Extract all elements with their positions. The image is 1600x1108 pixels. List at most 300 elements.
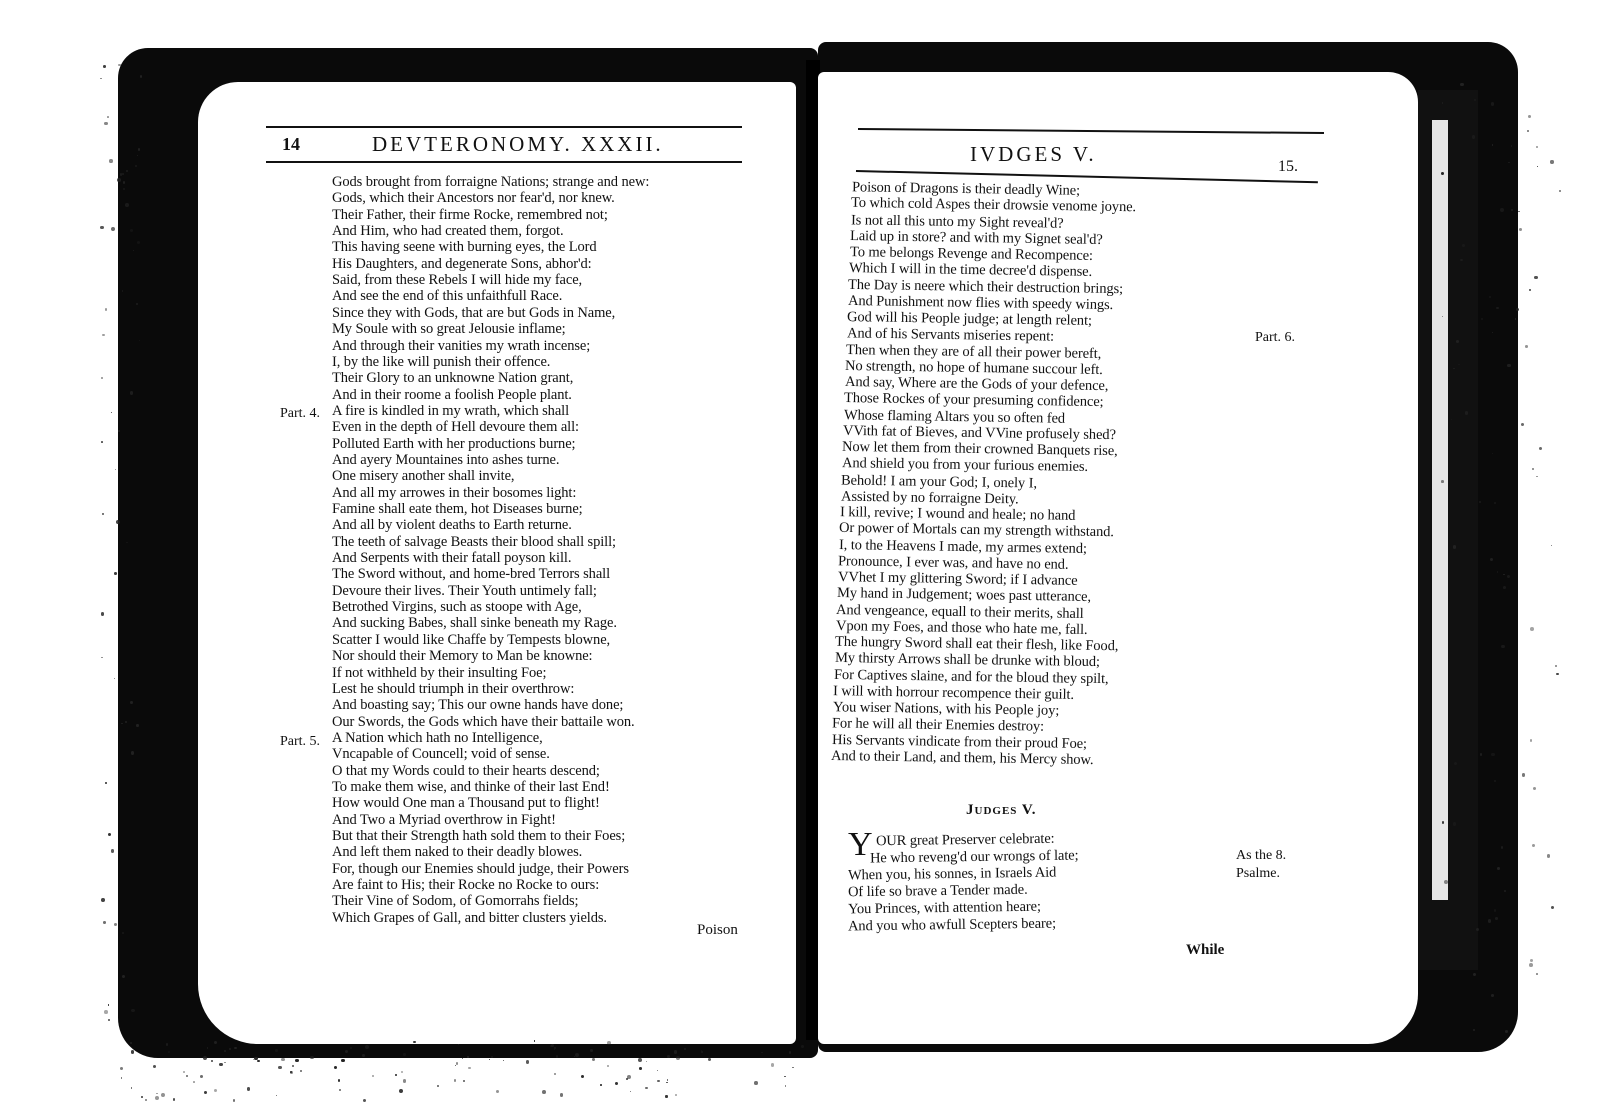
scan-speck [204,1091,207,1094]
text-line: Gods brought from forraigne Nations; strange and new: [332,174,650,190]
left-running-head: DEVTERONOMY. XXXII. [372,132,664,156]
text-line: If not withheld by their insulting Foe; [332,664,547,681]
scan-speck [105,782,107,784]
scan-speck [1495,917,1498,920]
text-line: And Him, who had created them, forgot. [332,223,564,240]
scan-speck [754,1081,758,1085]
scan-speck [108,1004,110,1006]
text-line: No strength, no hope of humane succour left. [845,357,1104,378]
text-line: Since they with Gods, that are but Gods in Name, [332,304,616,321]
scan-speck [657,1080,659,1082]
scan-speck [403,1053,405,1055]
text-line: And Punishment now flies with speedy wings. [847,292,1114,313]
scan-speck [200,1075,203,1078]
scan-speck [399,1089,403,1093]
scan-speck [101,657,102,658]
scan-speck [1474,99,1476,101]
scan-speck [108,1019,110,1021]
scan-speck [1528,115,1531,118]
scan-speck [365,1045,369,1049]
scan-speck [136,724,138,726]
scan-speck [310,1056,314,1060]
scan-speck [456,1062,459,1065]
right-page-edge-highlight [1432,120,1448,900]
scan-speck [207,1047,209,1049]
scan-speck [276,1095,277,1096]
scan-speck [395,1074,397,1076]
text-line: Is not all this unto my Sight reveal'd? [850,211,1064,232]
text-line: Whose flaming Altars you so often fed [843,406,1065,427]
scan-speck [1534,276,1538,280]
text-line: His Servants vindicate from their proud Foe; [831,731,1087,752]
scan-speck [203,1056,207,1060]
scan-speck [155,1096,159,1100]
scan-speck [554,1049,555,1050]
scan-speck [467,1056,469,1058]
scan-speck [489,1059,490,1060]
scan-speck [645,1087,648,1090]
text-line: And all by violent deaths to Earth returne. [332,517,572,534]
scan-speck [363,1099,366,1102]
scan-speck [675,1094,677,1096]
scan-speck [1465,411,1468,414]
text-line: Scatter I would like Chaffe by Tempests blowne, [332,631,611,648]
scan-speck [1516,308,1519,311]
scan-speck [186,1075,188,1077]
scan-speck [630,1091,631,1092]
scan-speck [554,1073,556,1075]
scan-speck [1491,994,1494,997]
scan-speck [792,1067,794,1069]
scan-speck [247,1087,251,1091]
text-line: His Daughters, and degenerate Sons, abhor'd: [332,255,592,272]
scan-speck [104,122,107,125]
scan-speck [708,1058,711,1061]
scan-speck [1488,919,1491,922]
scan-speck [454,1079,457,1082]
scan-speck [101,898,105,902]
text-line: My hand in Judgement; woes past utterance, [836,585,1092,606]
scan-speck [1539,447,1542,450]
scan-speck [1508,162,1509,163]
text-line: To make them wise, and thinke of their last End! [332,778,610,795]
text-line: A fire is kindled in my wrath, which shall [332,402,570,419]
scan-speck [211,1060,214,1063]
scan-speck [639,1067,642,1070]
scan-speck [1501,645,1504,648]
scan-speck [1525,345,1528,348]
scan-speck [1529,289,1530,290]
scan-speck [1521,423,1524,426]
text-line: Devoure their lives. Their Youth untimely fall; [332,582,597,599]
scan-speck [771,1063,775,1067]
drop-cap: Y [848,826,873,863]
left-margin-note-part4: Part. 4. [280,406,321,421]
scan-speck [1480,753,1483,756]
scan-speck [130,701,133,704]
scan-speck [131,751,134,754]
left-head-rule-top [266,126,742,128]
scan-speck [131,1050,134,1053]
scan-speck [1492,144,1493,145]
text-line: To which cold Aspes their drowsie venome joyne. [851,195,1137,216]
scan-speck [233,1099,235,1101]
scan-speck [1490,558,1493,561]
scan-speck [496,1090,500,1094]
scan-speck [1441,172,1444,175]
scan-speck [581,1075,584,1078]
scan-speck [105,308,107,310]
text-line: Or power of Mortals can my strength withstand. [839,520,1115,541]
scan-speck [193,1081,195,1083]
scan-speck [1536,146,1538,148]
scan-speck [1551,906,1554,909]
scan-speck [338,1079,341,1082]
scan-speck [1494,502,1496,504]
text-line: Nor should their Memory to Man be knowne: [332,648,593,665]
scan-speck [600,1084,602,1086]
scan-speck [334,1066,337,1069]
scan-speck [1491,753,1494,756]
scan-speck [224,1062,226,1064]
scan-speck [676,1056,680,1060]
text-line: I will with horrour recompence their guilt. [833,682,1075,703]
scan-speck [468,1067,471,1070]
text-line: Which I will in the time decree'd dispense. [848,260,1093,281]
scan-speck [111,849,114,852]
scan-speck [1503,586,1506,589]
scan-speck [103,65,106,68]
scan-speck [1481,318,1483,320]
scan-speck [1494,909,1496,911]
scan-speck [607,1041,611,1045]
left-catchword: Poison [697,922,738,938]
scan-speck [281,1058,284,1061]
section-title: Judges V. [966,802,1037,818]
text-line: I, to the Heavens I made, my armes extend; [838,536,1087,557]
scan-speck [789,1051,791,1053]
scan-speck [560,1093,564,1097]
scan-speck [1507,364,1510,367]
text-line: Laid up in store? and with my Signet seal'd? [850,227,1104,248]
scan-speck [1494,780,1496,782]
text-line: And ayery Mountaines into ashes turne. [332,451,560,468]
text-line: The Day is neere which their destruction brings; [848,276,1124,297]
scan-speck [102,334,104,336]
scan-speck [275,1049,278,1052]
text-line: Pronounce, I ever was, and have no end. [838,552,1069,573]
text-line: Polluted Earth with her productions burne; [332,435,576,452]
right-margin-note-part6: Part. 6. [1255,330,1296,345]
scan-speck [1532,844,1535,847]
scan-speck [1453,545,1457,549]
text-line: Even in the depth of Hell devoure them all: [332,419,579,436]
text-line: And say, Where are the Gods of your defence, [844,373,1109,395]
scan-speck [278,1066,282,1070]
text-line: Are faint to His; their Rocke no Rocke to ours: [332,877,600,894]
scan-speck [1550,160,1553,163]
left-head-rule-bottom [266,161,742,163]
scan-speck [117,178,121,182]
scan-speck [300,1070,303,1073]
right-running-head: IVDGES V. [970,142,1097,166]
scan-speck [1536,973,1538,975]
text-line: Then when they are of all their power bereft, [845,341,1102,362]
scan-speck [1527,130,1529,132]
scan-speck [292,1065,294,1067]
scan-speck [1556,673,1558,675]
text-line: Which Grapes of Gall, and bitter clusters yields. [332,909,607,926]
scan-speck [674,1050,677,1053]
psalm-line: You Princes, with attention heare; [847,898,1041,918]
scan-speck [503,1060,504,1061]
text-line: Said, from these Rebels I will hide my face, [332,272,583,289]
scan-speck [1473,973,1476,976]
psalm-line: When you, his sonnes, in Israels Aid [847,864,1057,884]
scan-speck [224,1050,226,1052]
scan-speck [161,1093,165,1097]
scan-speck [131,1009,135,1013]
text-line: VVith fat of Bieves, and VVine profusely shed? [842,422,1116,443]
text-line: My Soule with so great Jelousie inflame; [332,321,566,338]
scan-speck [130,391,134,395]
scan-speck [1519,228,1522,231]
right-page-number: 15. [1278,158,1298,175]
text-line: VVhet I my glittering Sword; if I advance [837,569,1078,589]
text-line: The hungry Sword shall eat their flesh, like Food, [835,633,1119,655]
text-line: And to their Land, and them, his Mercy show. [830,747,1094,768]
scan-speck [1530,627,1534,631]
text-line: Gods, which their Ancestors nor fear'd, nor knew. [332,190,615,207]
scan-speck [1530,739,1533,742]
scan-speck [556,1055,558,1057]
scan-speck [667,1055,670,1058]
scan-speck [257,1060,260,1063]
scan-speck [214,1041,217,1044]
scan-speck [646,1061,647,1062]
scan-speck [1442,316,1443,317]
text-line: Now let them from their crowned Banquets rise, [842,438,1119,460]
text-line: For Captives slaine, and for the bloud they spilt, [833,666,1109,687]
scan-speck [131,1087,132,1088]
scan-speck [607,1065,609,1067]
text-line: A Nation which hath no Intelligence, [332,729,543,746]
text-line: This having seene with burning eyes, the Lord [332,239,597,256]
scan-speck [437,1085,438,1086]
scan-speck [126,542,127,543]
text-line: Our Swords, the Gods which have their battaile won. [332,713,635,730]
scan-speck [615,1082,618,1085]
scan-speck [526,1060,530,1064]
scan-speck [455,1065,456,1066]
text-line: And of his Servants miseries repent: [846,325,1054,345]
text-line: Famine shall eate them, hot Diseases burne; [332,501,583,517]
scan-speck [295,1059,299,1063]
scan-speck [491,1056,493,1058]
scan-speck [145,1099,148,1102]
scan-speck [101,377,103,379]
scan-speck [111,227,115,231]
text-line: You wiser Nations, with his People joy; [832,699,1060,719]
scan-speck [136,303,138,305]
scan-speck [219,1063,223,1067]
text-line: And Two a Myriad overthrow in Fight! [332,811,556,828]
text-line: Lest he should triumph in their overthrow: [332,680,575,697]
psalm-line: He who reveng'd our wrongs of late; [869,847,1079,867]
text-line: Their Father, their firme Rocke, remembred not; [332,206,608,223]
scan-speck [1555,665,1557,667]
text-line: And all my arrowes in their bosomes light: [332,484,577,501]
scan-speck [1532,468,1535,471]
scan-speck [1507,575,1510,578]
text-line: And shield you from your furious enemies. [841,455,1088,476]
scan-speck [101,441,103,443]
scan-speck [107,116,109,118]
text-line: But that their Strength hath sold them to their Foes; [332,828,626,844]
scan-speck [403,1079,407,1083]
tune-note-line1: As the 8. [1236,848,1287,863]
text-line: And vengeance, equall to their merits, shall [836,601,1085,622]
scan-speck [638,1058,642,1062]
psalm-line: And you who awfull Scepters beare; [847,915,1057,935]
text-line: Vncapable of Councell; void of sense. [332,746,550,763]
text-line: For he will all their Enemies destroy: [832,715,1045,735]
text-line: My thirsty Arrows shall be drunke with bloud; [834,650,1100,671]
scan-speck [214,1089,217,1092]
text-line: And through their vanities my wrath incense; [332,337,591,354]
text-line: I kill, revive; I wound and heale; no hand [839,504,1076,524]
scan-speck [102,513,103,514]
text-line: I, by the like will punish their offence. [332,353,551,370]
psalm-line: OUR great Preserver celebrate: [875,830,1055,850]
scan-speck [1530,959,1533,962]
scan-speck [592,1058,595,1061]
scan-speck [100,78,102,80]
text-line: And boasting say; This our owne hands have done; [332,697,624,714]
left-page-number: 14 [282,134,300,154]
scan-speck [1536,476,1537,477]
text-line: Those Rockes of your presuming confidence; [844,390,1104,411]
scan-speck [120,173,122,175]
scan-speck [1522,773,1526,777]
scan-speck [153,1065,156,1068]
text-line: And Serpents with their fatall poyson kill. [332,550,572,567]
scan-speck [1518,211,1520,213]
scan-speck [1500,208,1504,212]
scan-speck [1441,480,1444,483]
text-line: And left them naked to their deadly blowes. [332,844,583,861]
scan-speck [101,612,104,615]
scan-speck [1504,890,1506,892]
scan-speck [372,1075,374,1077]
scan-speck [1547,854,1550,857]
scan-speck [140,75,142,77]
scan-speck [341,1059,344,1062]
left-margin-note-part5: Part. 5. [280,734,321,749]
scan-speck [684,1048,686,1050]
text-line: One misery another shall invite, [332,468,515,485]
scan-speck [103,921,106,924]
text-line: O that my Words could to their hearts descend; [332,762,600,779]
scan-speck [109,159,113,163]
scan-speck [1451,419,1452,420]
psalm-line: Of life so brave a Tender made. [847,881,1028,901]
scan-speck [626,1078,628,1080]
scan-speck [1444,880,1448,884]
text-line: How would One man a Thousand put to flight! [332,795,600,812]
scan-speck [141,1096,143,1098]
text-line: Their Glory to an unknowne Nation grant, [332,370,574,387]
text-line: Their Vine of Sodom, of Gomorrahs fields; [332,893,579,910]
scan-speck [401,1071,403,1073]
scan-speck [1456,340,1459,343]
scan-speck [463,1080,466,1083]
scan-speck [173,1098,176,1101]
scan-speck [666,1082,668,1084]
scan-speck [542,1090,546,1094]
text-line: God will his People judge; at length relent; [847,309,1093,329]
text-line: Vpon my Foes, and those who hate me, fall. [835,617,1088,638]
scan-speck [234,1047,236,1049]
scan-speck [115,469,116,470]
tune-note-line2: Psalme. [1236,866,1280,881]
scan-speck [114,923,117,926]
text-line: The Sword without, and home-bred Terrors shall [332,566,611,583]
text-line: And sucking Babes, shall sinke beneath my Rage. [332,615,617,632]
text-line: Behold! I am your God; I, onely I, [841,471,1038,492]
scan-speck [114,678,115,679]
text-line: And see the end of this unfaithfull Race. [332,288,563,305]
text-line: For, though our Enemies should judge, their Powers [332,860,629,877]
scan-speck [1537,166,1538,167]
text-line: The teeth of salvage Beasts their blood shall spill; [332,533,616,550]
text-line: Betrothed Virgins, such as stoope with Age, [332,599,582,616]
scan-speck [1533,787,1536,790]
right-catchword: While [1186,942,1225,958]
text-line: Assisted by no forraigne Deity. [840,488,1019,508]
scan-speck [104,1010,108,1014]
scan-speck [1492,453,1493,454]
scan-speck [156,1093,157,1094]
scan-speck [120,1067,123,1070]
scan-speck [108,833,111,836]
scan-speck [1497,867,1500,870]
scan-speck [1559,190,1561,192]
scan-speck [100,226,103,229]
scan-speck [785,1085,786,1086]
scan-speck [1529,963,1533,967]
scan-speck [114,572,117,575]
text-line: And in their roome a foolish People plant. [332,386,572,403]
scan-speck [111,412,112,413]
scan-speck [667,1079,668,1080]
scan-speck [254,1057,258,1061]
scan-speck [1551,545,1552,546]
scan-speck [701,1051,703,1053]
scan-speck [290,1071,292,1073]
right-page-edge [1418,90,1478,970]
text-line: Poison of Dragons is their deadly Wine; [851,179,1081,199]
scan-speck [1472,135,1475,138]
scan-speck [121,1077,122,1078]
scan-speck [1501,846,1503,848]
scan-speck [1460,83,1464,87]
scan-speck [1460,259,1463,262]
scan-speck [1442,821,1444,823]
scan-speck [339,1089,341,1091]
scan-speck [1497,571,1498,572]
scan-speck [657,1070,659,1072]
